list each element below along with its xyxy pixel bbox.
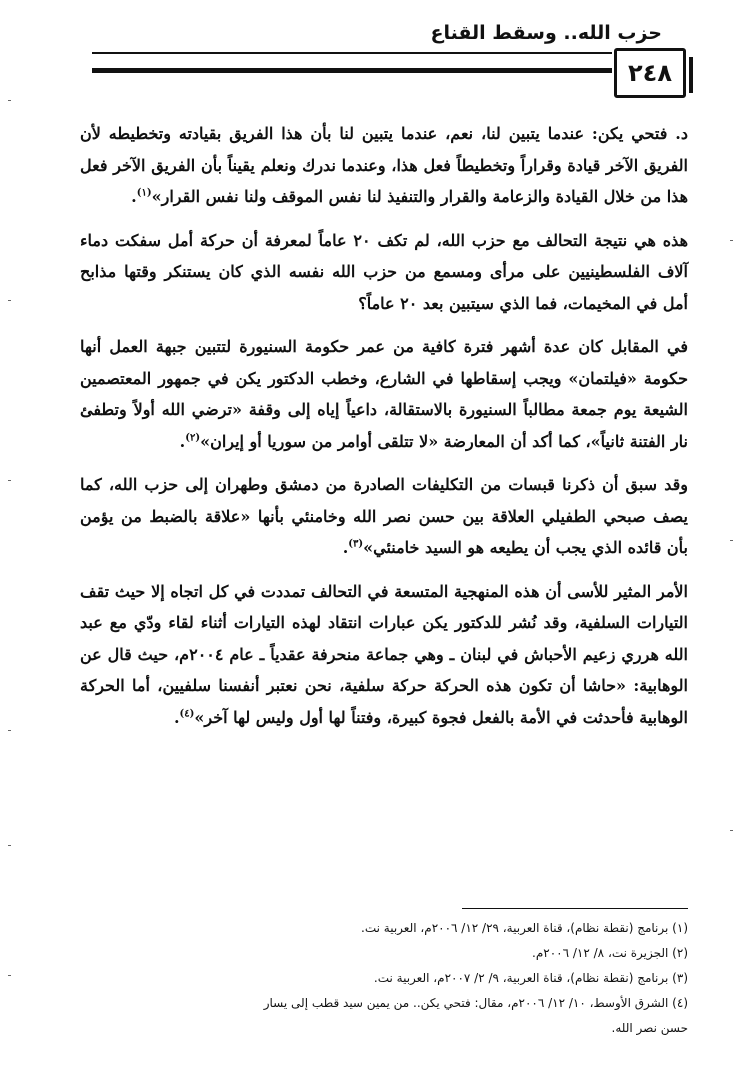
paragraph-3 [80,331,688,457]
footnote-2: (٢) الجزيرة نت، ٨/ ١٢/ ٢٠٠٦م. [532,946,688,960]
paragraph-text: هذه هي نتيجة التحالف مع حزب الله، لم تكف ٢٠ عاماً لمعرفة أن حركة أمل سفكت دماء آلاف الفلسطينيين على مرأى ومسمع من حزب الله نفسه الذي كان يستنكر وقتها مذابح أمل في المخيمات، فما الذي سيتبين بعد ٢٠ عاماً؟ [80,230,689,313]
footnote-3: (٣) برنامج (نقطة نظام)، قناة العربية، ٩/ ٢/ ٢٠٠٧م، العربية نت. [373,971,688,985]
footnote-reference: (٢) [185,432,201,444]
header-rule-thick [92,68,612,73]
paragraph-tail: . [342,538,349,557]
page-number: ٢٤٨ [614,48,686,98]
footnote-reference: (٣) [348,538,364,550]
paragraph-4 [80,469,688,564]
footnote-4: (٤) الشرق الأوسط، ١٠/ ١٢/ ٢٠٠٦م، مقال: فتحي يكن.. من يمين سيد قطب إلى يسار [263,996,688,1010]
scan-speck [8,480,11,481]
paragraph-2 [80,225,688,320]
paragraph-text: الأمر المثير للأسى أن هذه المنهجية المتسعة في التحالف تمددت في كل اتجاه إلا حيث تقف التيارات السلفية، وقد نُشر للدكتور يكن عبارات انتقاد لهذه التيارات أثناء لقاء ودّي مع عبد الله هرري زعيم الأحباش في لبنان ـ وهي جماعة منحرفة عقدياً ـ عام ٢٠٠٤م، حيث قال عن الوهابية: «حاشا أن تكون هذه الحركة حركة سلفية، نحن نعتبر أنفسنا سلفيين، أما الحركة الوهابية فأحدثت في الأمة بالفعل فجوة كبيرة، وفتناً لها أول وليس لها آخر» [80,581,689,727]
paragraph-text: وقد سبق أن ذكرنا قبسات من التكليفات الصادرة من دمشق وطهران إلى حزب الله، كما يصف صبحي الطفيلي العلاقة بين حسن نصر الله وخامنئي بأنها «علاقة بالضبط من يؤمن بأن قائده الذي يجب أن يطيعه هو السيد خامنئي» [80,475,688,557]
running-head-title: حزب الله.. وسقط القناع [430,22,662,44]
paragraph-tail: . [131,187,137,206]
body-text [80,118,688,745]
scan-speck [730,540,733,541]
paragraph-1 [80,118,688,213]
paragraph-tail: . [179,431,186,451]
scan-speck [730,240,733,241]
scan-speck [8,730,11,731]
scan-speck [8,845,11,846]
scan-speck [8,300,11,301]
footnote-4-continuation: حسن نصر الله. [611,1021,688,1035]
scan-speck [8,975,11,976]
paragraph-tail: . [173,707,180,727]
header-rule-thin [92,52,612,54]
footnote-reference: (١) [136,187,152,199]
footnotes [80,916,688,1041]
footnote-1: (١) برنامج (نقطة نظام)، قناة العربية، ٢٩/ ١٢/ ٢٠٠٦م، العربية نت. [361,921,688,935]
footnote-reference: (٤) [179,708,195,720]
paragraph-5 [80,576,688,734]
scan-speck [8,100,11,101]
scan-speck [730,830,733,831]
paragraph-text: في المقابل كان عدة أشهر فترة كافية من عمر حكومة السنيورة لتتبين جبهة العمل أنها حكومة «فيلتمان» ويجب إسقاطها في الشارع، وخطب الدكتور يكن في جمهور المعتصمين الشيعة يوم جمعة مطالباً السنيورة بالاستقالة، داعياً إياه إلى وقفة «ترضي الله أولاً وتطفئ نار الفتنة ثانياً»، كما أكد أن المعارضة «لا تتلقى أوامر من سوريا أو إيران» [80,337,688,451]
footnote-separator [462,908,688,909]
paragraph-text: د. فتحي يكن: عندما يتبين لنا، نعم، عندما يتبين لنا بأن هذا الفريق بقيادته وتخطيطه لأن الفريق الآخر قيادة وقراراً وتخطيطاً فعل هذا، وعندما ندرك ونعلم يقيناً بأن الفريق الآخر فعل هذا من خلال القيادة والزعامة والقرار والتنفيذ لنا نفس الموقف ولنا نفس القرار» [80,124,688,206]
